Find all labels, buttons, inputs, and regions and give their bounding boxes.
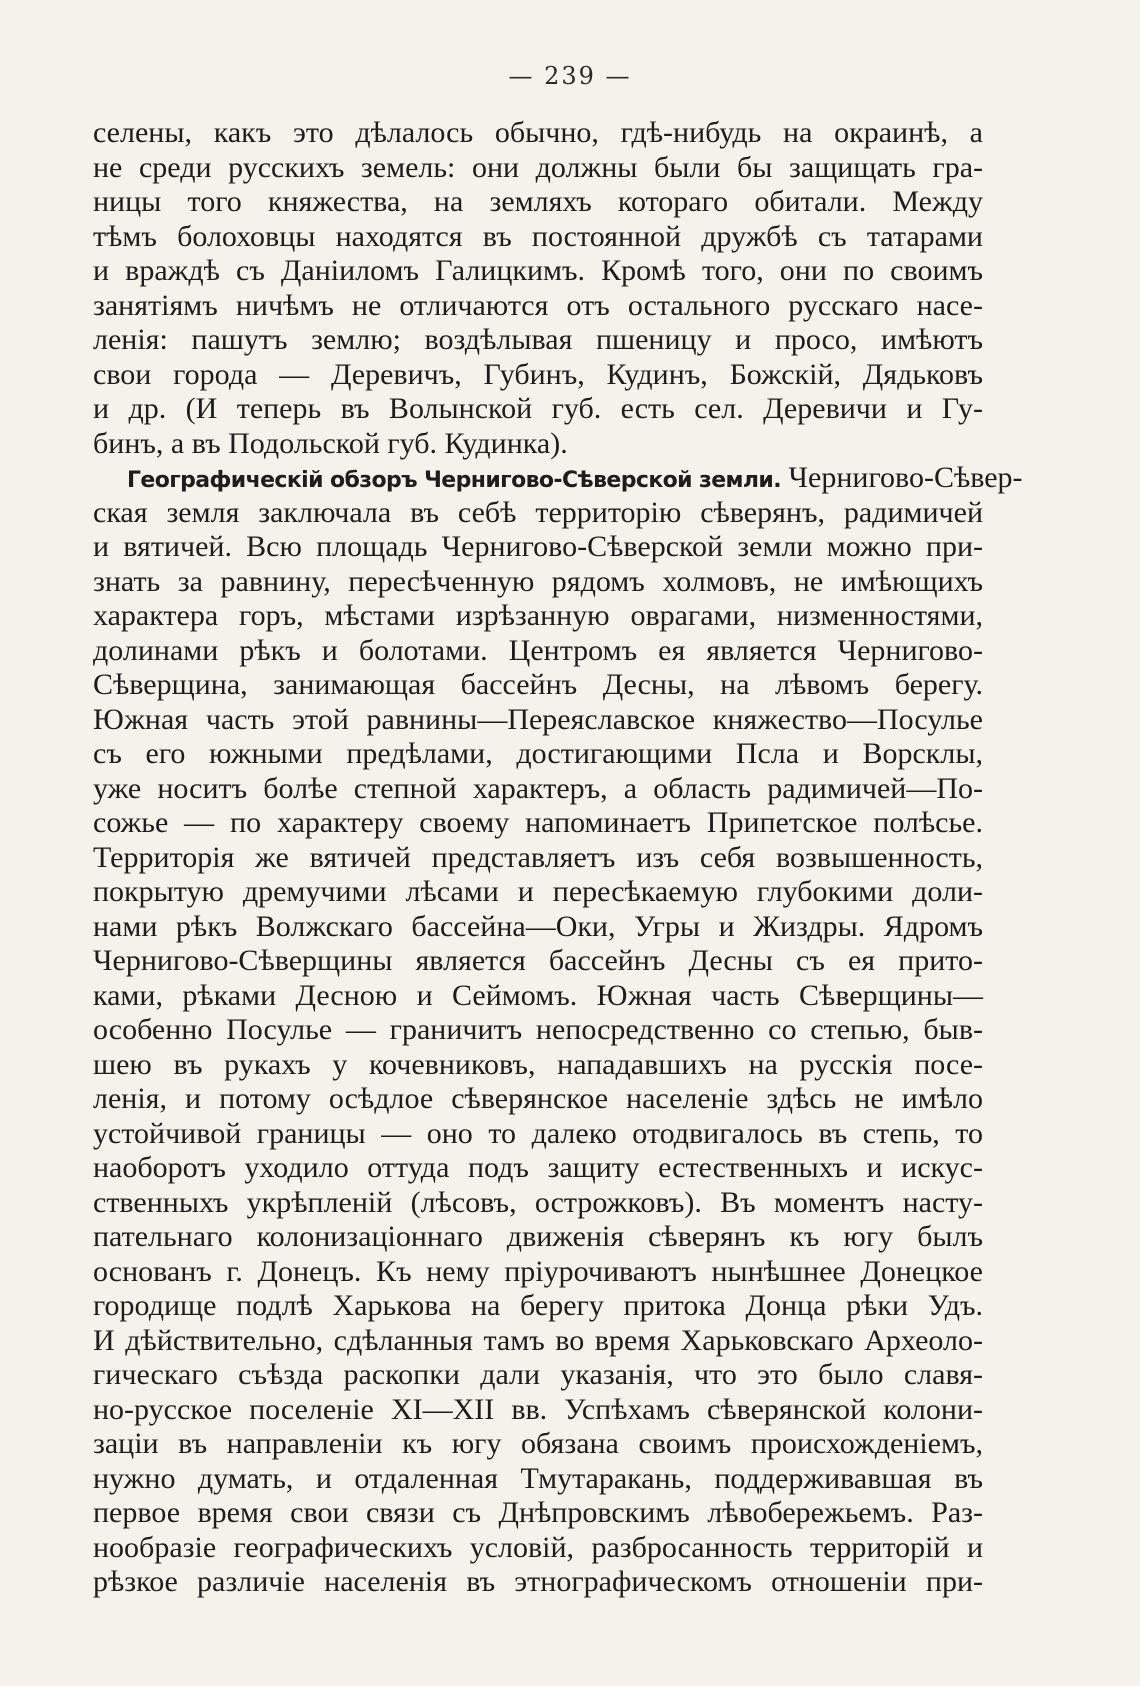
text-line: селены, какъ это дѣлалось обычно, гдѣ-нибудь на окраинѣ, а	[93, 116, 983, 149]
text-line: ственныхъ укрѣпленій (лѣсовъ, острожковъ). Въ моментъ насту-	[93, 1185, 983, 1219]
text-line: Чернигово-Сѣверщины является бассейнъ Десны съ ея прито-	[93, 944, 983, 977]
text-line: гическаго съѣзда раскопки дали указанія, что это было славя-	[93, 1358, 983, 1391]
paragraph-bolokhovtsy	[93, 116, 983, 461]
text-line: устойчивой границы — оно то далеко отодвигалось въ степь, то	[93, 1116, 983, 1150]
text-line: съ его южными предѣлами, достигающими Псла и Ворсклы,	[93, 737, 983, 770]
text-line-first	[93, 461, 1023, 496]
text-line: И дѣйствительно, сдѣланныя тамъ во время Харьковскаго Археоло-	[93, 1323, 983, 1357]
text-line: характера горъ, мѣстами изрѣзанную оврагами, низменностями,	[93, 599, 983, 632]
text-line: не среди русскихъ земель: они должны были бы защищать гра-	[93, 150, 983, 184]
text-line: ками, рѣками Десною и Сеймомъ. Южная часть Сѣверщины—	[93, 978, 983, 1012]
text-line: но-русское поселеніе XI—XII вв. Успѣхамъ сѣверянской колони-	[93, 1392, 983, 1426]
text-line: основанъ г. Донецъ. Къ нему пріурочиваютъ нынѣшнее Донецкое	[93, 1254, 983, 1288]
text-line: Территорія же вятичей представляетъ изъ себя возвышенность,	[93, 840, 983, 874]
text-line: рѣзкое различіе населенія въ этнографическомъ отношеніи при-	[93, 1565, 983, 1598]
text-line: сожье — по характеру своему напоминаетъ Припетское полѣсье.	[93, 806, 983, 839]
paragraph-chernigov-severia-overview	[93, 461, 1023, 1600]
text-line: и вятичей. Всю площадь Чернигово-Сѣверской земли можно при-	[93, 530, 983, 563]
text-line: городище подлѣ Харькова на берегу притока Донца рѣки Удъ.	[93, 1289, 983, 1322]
text-line: уже носитъ болѣе степной характеръ, а область радимичей—По-	[93, 771, 983, 805]
text-line: ская земля заключала въ себѣ территорію сѣверянъ, радимичей	[93, 495, 983, 529]
text-line: нообразіе географическихъ условій, разбросанность территорій и	[93, 1530, 983, 1564]
text-line: покрытую дремучими лѣсами и пересѣкаемую глубокими доли-	[93, 875, 983, 908]
text-line: ленія: пашутъ землю; воздѣлывая пшеницу и просо, имѣютъ	[93, 323, 983, 356]
text-line: нужно думать, и отдаленная Тмутаракань, поддерживавшая въ	[93, 1461, 983, 1495]
text-line: ленія, и потому осѣдлое сѣверянское населеніе здѣсь не имѣло	[93, 1082, 983, 1115]
text-line: занятіямъ ничѣмъ не отличаются отъ остального русскаго насе-	[93, 288, 983, 322]
text-line: первое время свои связи съ Днѣпровскимъ лѣвобережьемъ. Раз-	[93, 1496, 983, 1529]
text-line: Южная часть этой равнины—Переяславское княжество—Посулье	[93, 702, 983, 736]
text-line: долинами рѣкъ и болотами. Центромъ ея является Чернигово-	[93, 633, 983, 667]
text-line: и враждѣ съ Даніиломъ Галицкимъ. Кромѣ того, они по своимъ	[93, 254, 983, 287]
text-line: заціи въ направленіи къ югу обязана своимъ происхожденіемъ,	[93, 1427, 983, 1460]
text-line: шею въ рукахъ у кочевниковъ, нападавшихъ на русскія посе-	[93, 1047, 983, 1081]
text-line: особенно Посулье — граничитъ непосредственно со степью, быв-	[93, 1013, 983, 1046]
text-line: тѣмъ болоховцы находятся въ постоянной дружбѣ съ татарами	[93, 219, 983, 253]
text-line: нами рѣкъ Волжскаго бассейна—Оки, Угры и Жиздры. Ядромъ	[93, 909, 983, 943]
text-line: наоборотъ уходило оттуда подъ защиту естественныхъ и искус-	[93, 1151, 983, 1184]
text-line: пательнаго колонизаціоннаго движенія сѣверянъ къ югу былъ	[93, 1220, 983, 1253]
first-line-text: Чернигово-Сѣвер-	[788, 461, 1023, 494]
text-line: бинъ, а въ Подольской губ. Кудинка).	[93, 426, 568, 460]
text-line: свои города — Деревичъ, Губинъ, Кудинъ, Божскій, Дядьковъ	[93, 357, 983, 391]
text-line: Сѣверщина, занимающая бассейнъ Десны, на лѣвомъ берегу.	[93, 668, 983, 701]
text-line: и др. (И теперь въ Волынской губ. есть сел. Деревичи и Гу-	[93, 392, 983, 425]
page-number: — 239 —	[508, 62, 632, 90]
section-heading: Географическій обзоръ Чернигово-Сѣверской земли.	[127, 468, 782, 493]
text-line: ницы того княжества, на земляхъ котораго обитали. Между	[93, 185, 983, 218]
text-line: знать за равнину, пересѣченную рядомъ холмовъ, не имѣющихъ	[93, 564, 983, 598]
